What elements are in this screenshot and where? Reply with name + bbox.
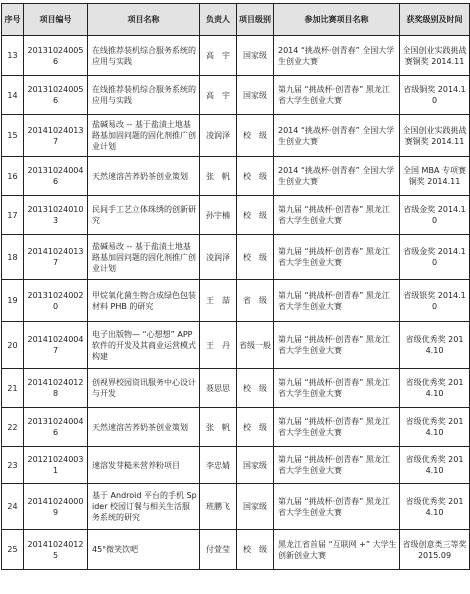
header-code: 项目编号	[24, 4, 88, 36]
cell-seq: 14	[2, 76, 24, 115]
table-row	[2, 530, 470, 570]
cell-level: 省 级	[237, 280, 274, 322]
cell-competition: 第九届 “挑战杯·创青春” 黑龙江省大学生创业大赛	[274, 322, 400, 369]
cell-title: 民间手工艺立体珠绣的创新研究	[88, 196, 200, 235]
cell-award: 全国创业实践挑战赛铜奖 2014.11	[400, 36, 470, 76]
cell-level: 国家级	[237, 36, 274, 76]
cell-level: 国家级	[237, 76, 274, 115]
cell-title: 基于 Android 平台的手机 Spider 校园订餐与相关生活服务系统的研究	[88, 484, 200, 530]
cell-award: 省级优秀奖 2014.10	[400, 484, 470, 530]
cell-leader: 王 丹	[200, 322, 237, 369]
cell-code: 201310240046	[24, 408, 88, 447]
cell-competition: 第九届 “挑战杯·创青春” 黑龙江省大学生创业大赛	[274, 447, 400, 484]
header-competition: 参加比赛项目名称	[274, 4, 400, 36]
cell-leader: 李忠婧	[200, 447, 237, 484]
table-row	[2, 322, 470, 369]
cell-seq: 18	[2, 235, 24, 280]
cell-award: 省级金奖 2014.10	[400, 235, 470, 280]
cell-seq: 17	[2, 196, 24, 235]
table-row	[2, 484, 470, 530]
cell-code: 201310240020	[24, 280, 88, 322]
cell-code: 201410240137	[24, 115, 88, 157]
header-level: 项目级别	[237, 4, 274, 36]
cell-award: 省级优秀奖 2014.10	[400, 322, 470, 369]
table-row	[2, 157, 470, 196]
cell-title: 45°微笑饮吧	[88, 530, 200, 570]
cell-seq: 16	[2, 157, 24, 196]
cell-award: 省级铜奖 2014.10	[400, 76, 470, 115]
cell-leader: 高 宇	[200, 76, 237, 115]
cell-title: 速溶发芽糙米营养粉项目	[88, 447, 200, 484]
cell-competition: 第九届 “挑战杯·创青春” 黑龙江省大学生创业大赛	[274, 280, 400, 322]
cell-title: 甲烷氧化菌生物合成绿色包装材料 PHB 的研究	[88, 280, 200, 322]
cell-leader: 张 帆	[200, 157, 237, 196]
cell-code: 201310240103	[24, 196, 88, 235]
cell-level: 省级一般	[237, 322, 274, 369]
table-row	[2, 196, 470, 235]
cell-level: 校 级	[237, 157, 274, 196]
cell-leader: 班鹏飞	[200, 484, 237, 530]
cell-competition: 第九届 “挑战杯·创青春” 黑龙江省大学生创业大赛	[274, 484, 400, 530]
cell-seq: 21	[2, 369, 24, 408]
table-row	[2, 408, 470, 447]
cell-competition: 2014 “挑战杯·创青春” 全国大学生创业大赛	[274, 115, 400, 157]
cell-competition: 第九届 “挑战杯·创青春” 黑龙江省大学生创业大赛	[274, 408, 400, 447]
cell-level: 校 级	[237, 235, 274, 280]
cell-level: 校 级	[237, 530, 274, 570]
cell-seq: 13	[2, 36, 24, 76]
table-header-row	[2, 4, 470, 36]
cell-leader: 聂思思	[200, 369, 237, 408]
cell-title: 电子出版物— “心想想” APP 软件的开发及其商业运营模式构建	[88, 322, 200, 369]
cell-competition: 第九届 “挑战杯·创青春” 黑龙江省大学生创业大赛	[274, 369, 400, 408]
cell-code: 201210240031	[24, 447, 88, 484]
cell-seq: 25	[2, 530, 24, 570]
header-seq: 序号	[2, 4, 24, 36]
cell-leader: 凌润泽	[200, 235, 237, 280]
table-row	[2, 115, 470, 157]
table-row	[2, 36, 470, 76]
cell-award: 全国 MBA 专项赛铜奖 2014.11	[400, 157, 470, 196]
cell-leader: 高 宇	[200, 36, 237, 76]
cell-code: 201410240125	[24, 530, 88, 570]
cell-competition: 第九届 “挑战杯·创青春” 黑龙江省大学生创业大赛	[274, 196, 400, 235]
cell-competition: 第九届 “挑战杯·创青春” 黑龙江省大学生创业大赛	[274, 76, 400, 115]
table-row	[2, 280, 470, 322]
cell-code: 201410240128	[24, 369, 88, 408]
cell-code: 201310240046	[24, 157, 88, 196]
cell-leader: 凌润泽	[200, 115, 237, 157]
cell-level: 校 级	[237, 115, 274, 157]
table-row	[2, 447, 470, 484]
cell-seq: 22	[2, 408, 24, 447]
cell-competition: 2014 “挑战杯·创青春” 全国大学生创业大赛	[274, 36, 400, 76]
cell-competition: 2014 “挑战杯·创青春” 全国大学生创业大赛	[274, 157, 400, 196]
cell-level: 国家级	[237, 447, 274, 484]
cell-award: 省级优秀奖 2014.10	[400, 408, 470, 447]
cell-seq: 15	[2, 115, 24, 157]
cell-competition: 黑龙江省首届 “互联网 +” 大学生创新创业大赛	[274, 530, 400, 570]
cell-title: 天然速溶苦荞奶茶创业策划	[88, 157, 200, 196]
table-row	[2, 369, 470, 408]
cell-code: 201410240009	[24, 484, 88, 530]
cell-competition: 第九届 “挑战杯·创青春” 黑龙江省大学生创业大赛	[274, 235, 400, 280]
cell-title: 在线推荐装机综合服务系统的应用与实践	[88, 76, 200, 115]
cell-leader: 张 帆	[200, 408, 237, 447]
cell-award: 省级金奖 2014.10	[400, 196, 470, 235]
table-row	[2, 235, 470, 280]
cell-code: 201410240137	[24, 235, 88, 280]
cell-leader: 付萱莹	[200, 530, 237, 570]
awards-table	[1, 3, 470, 570]
cell-award: 省级创意类三等奖 2015.09	[400, 530, 470, 570]
cell-title: 创视界校园资讯服务中心设计与开发	[88, 369, 200, 408]
cell-title: 盐碱易改 -- 基于盐渍土地基路基加固问题的固化剂推广创业计划	[88, 235, 200, 280]
cell-code: 201310240056	[24, 36, 88, 76]
cell-title: 在线推荐装机综合服务系统的应用与实践	[88, 36, 200, 76]
cell-code: 201310240056	[24, 76, 88, 115]
cell-award: 全国创业实践挑战赛铜奖 2014.11	[400, 115, 470, 157]
header-title: 项目名称	[88, 4, 200, 36]
cell-seq: 20	[2, 322, 24, 369]
cell-title: 盐碱易改 -- 基于盐渍土地基路基加固问题的固化剂推广创业计划	[88, 115, 200, 157]
cell-code: 201410240047	[24, 322, 88, 369]
header-award: 获奖级别及时间	[400, 4, 470, 36]
table-row	[2, 76, 470, 115]
cell-award: 省级银奖 2014.10	[400, 280, 470, 322]
cell-leader: 孙宇楠	[200, 196, 237, 235]
cell-level: 国家级	[237, 484, 274, 530]
cell-award: 省级优秀奖 2014.10	[400, 369, 470, 408]
header-leader: 负责人	[200, 4, 237, 36]
cell-leader: 王 喆	[200, 280, 237, 322]
cell-seq: 23	[2, 447, 24, 484]
cell-level: 校 级	[237, 369, 274, 408]
cell-seq: 19	[2, 280, 24, 322]
cell-seq: 24	[2, 484, 24, 530]
cell-award: 省级优秀奖 2014.10	[400, 447, 470, 484]
cell-level: 校 级	[237, 196, 274, 235]
cell-title: 天然速溶苦荞奶茶创业策划	[88, 408, 200, 447]
cell-level: 校 级	[237, 408, 274, 447]
